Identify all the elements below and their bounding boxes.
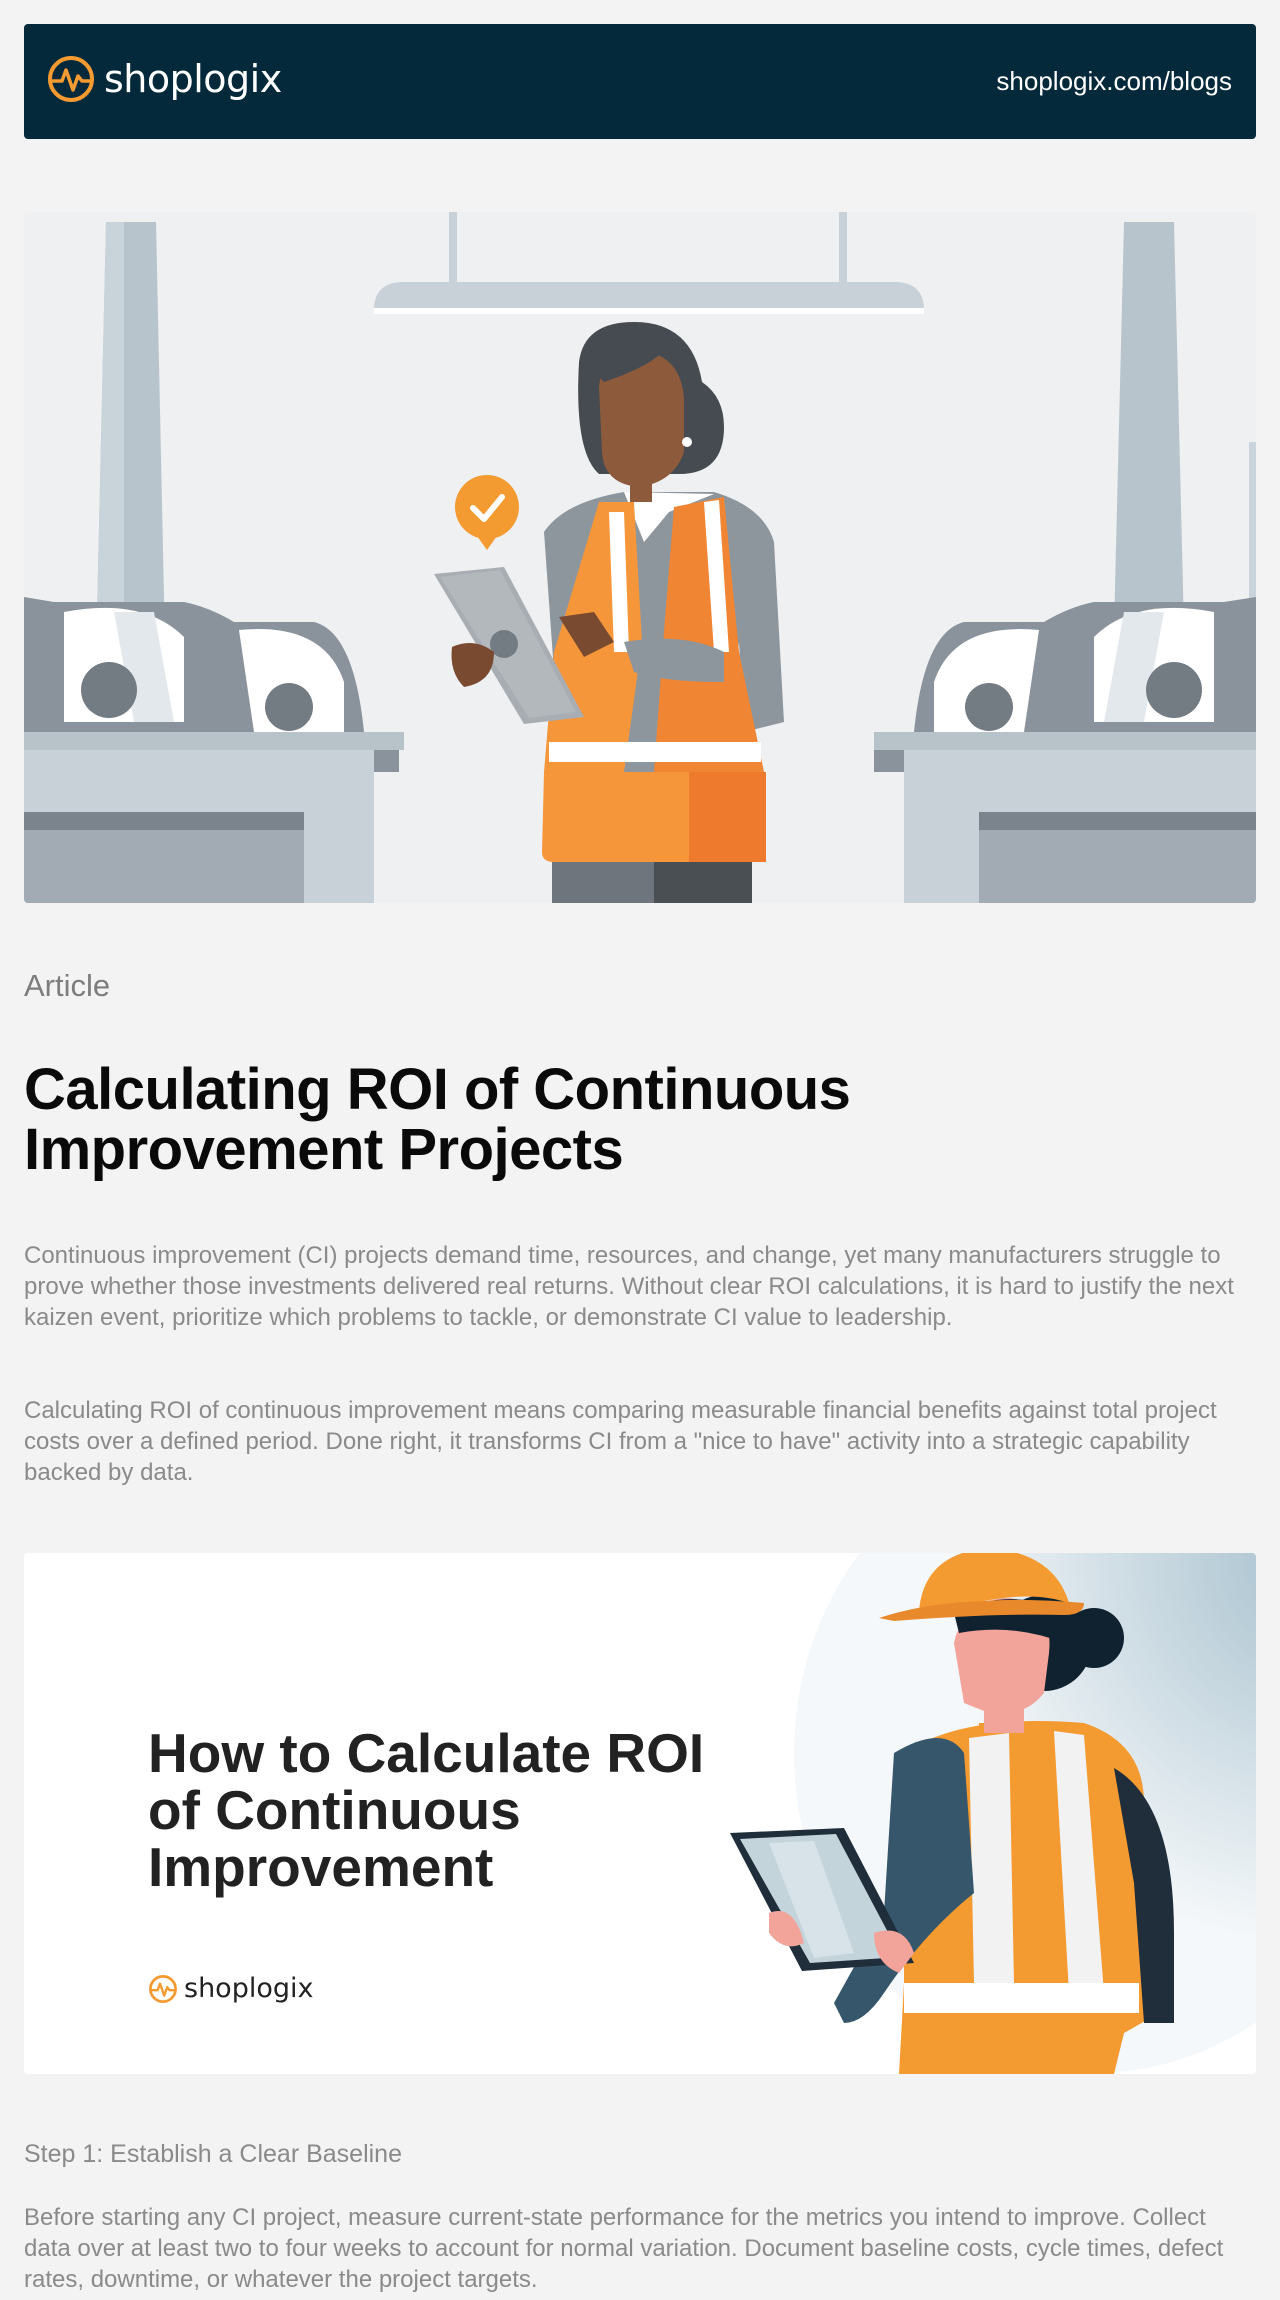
brand-logo[interactable] xyxy=(46,54,282,104)
intro-paragraph-1: Continuous improvement (CI) projects demand time, resources, and change, yet many manufacturers struggle to prove whether those investments delivered real returns. Without clear ROI calculations, it is hard to justify the next kaizen event, prioritize which problems to tackle, or demonstrate CI value to leadership. xyxy=(24,1242,1234,1331)
step-1-paragraph: Before starting any CI project, measure current-state performance for the metrics you intend to improve. Collect data over at least two to four weeks to account for normal variation. Document baseline costs, cycle times, defect rates, downtime, or whatever the project targets. xyxy=(24,2204,1224,2293)
roi-feature-image xyxy=(24,1553,1256,2074)
article-title: Calculating ROI of Continuous Improvement Projects xyxy=(24,1057,851,1182)
card-brand-logo xyxy=(148,1973,313,2004)
pulse-logo-icon xyxy=(148,1974,178,2004)
article-kicker: Article xyxy=(24,968,111,1003)
intro-paragraph-2: Calculating ROI of continuous improvement means comparing measurable financial benefits against total project costs over a defined period. Done right, it transforms CI from a "nice to have" activity into a strategic capability backed by data. xyxy=(24,1397,1217,1486)
factory-worker-illustration xyxy=(24,212,1256,903)
card-brand-name: shoplogix xyxy=(184,1973,314,2004)
card-title: How to Calculate ROI of Continuous Improvement xyxy=(148,1722,705,1898)
step-1-heading: Step 1: Establish a Clear Baseline xyxy=(24,2140,402,2168)
blogs-link[interactable]: shoplogix.com/blogs xyxy=(996,66,1232,96)
pulse-logo-icon xyxy=(46,54,96,104)
hero-image xyxy=(24,212,1256,903)
site-header xyxy=(24,24,1256,139)
brand-name: shoplogix xyxy=(104,57,282,101)
